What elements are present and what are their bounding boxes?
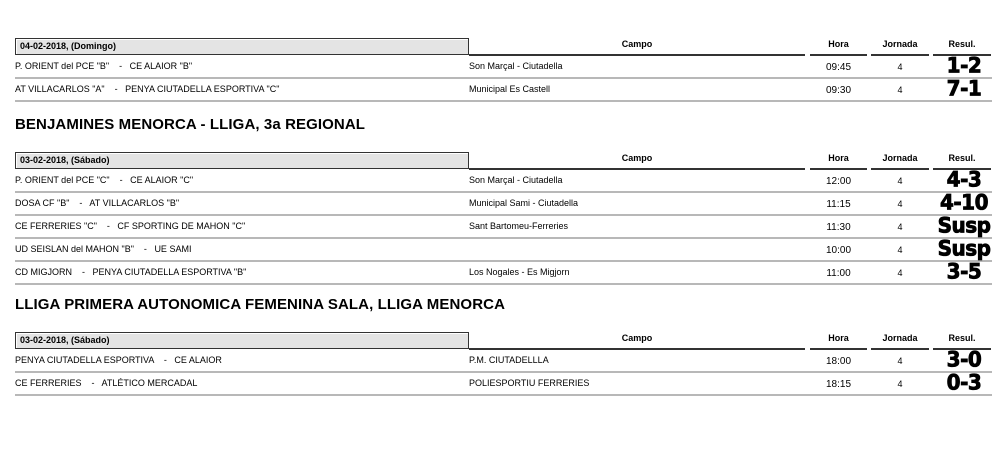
matchday: 4 [897,85,903,95]
kickoff-time: 11:00 [826,268,851,279]
match-teams: CE FERRERIES - ATLÉTICO MERCADAL [15,378,198,388]
venue: P.M. CIUTADELLLA [469,355,549,365]
kickoff-time: 18:00 [825,356,852,367]
away-team: CE ALAIOR "B" [129,61,193,71]
result: Susp [937,235,991,261]
matchday: 4 [897,268,903,278]
venue: Los Nogales - Es Migjorn [469,267,570,277]
home-team: DOSA CF "B" [15,198,70,208]
kickoff-time: 11:30 [826,222,851,233]
matchday: 4 [897,245,903,255]
match-teams: CE FERRERIES "C" - CF SPORTING DE MAHON "C" [15,221,246,231]
table-row [15,258,992,285]
match-table-benjamines [15,150,992,285]
venue: Son Marçal - Ciutadella [469,61,563,71]
table-row [15,189,992,216]
result: 0-3 [946,369,982,395]
table-row [15,369,992,396]
away-team: CE ALAIOR "C" [130,175,194,185]
table-row [15,75,992,102]
table-header [15,36,992,56]
away-team: AT VILLACARLOS "B" [89,198,180,208]
home-team: CD MIGJORN [15,267,72,277]
kickoff-time: 10:00 [825,245,852,256]
away-team: CE ALAIOR [174,355,222,365]
away-team: PENYA CIUTADELLA ESPORTIVA "B" [92,267,247,277]
home-team: PENYA CIUTADELLA ESPORTIVA [15,355,154,365]
column-header-campo: Campo [469,331,805,350]
away-team: PENYA CIUTADELLA ESPORTIVA "C" [125,84,280,94]
date-label: 03-02-2018, (Sábado) [15,152,469,169]
match-table-femenina-sala [15,330,992,396]
column-header-jornada: Jornada [871,37,929,56]
match-teams: PENYA CIUTADELLA ESPORTIVA - CE ALAIOR [15,355,222,365]
home-team: UD SEISLAN del MAHON "B" [15,244,134,254]
result: 3-0 [946,346,982,372]
table-row [15,52,992,79]
section-title-benjamines: BENJAMINES MENORCA - LLIGA, 3a REGIONAL [15,116,366,133]
section-title-femenina-sala: LLIGA PRIMERA AUTONOMICA FEMENINA SALA, LLIGA MENORCA [15,296,506,313]
matchday: 4 [897,199,903,209]
kickoff-time: 09:30 [825,85,852,96]
venue: Municipal Sami - Ciutadella [469,198,579,208]
venue: Sant Bartomeu-Ferreries [469,221,569,231]
date-label: 03-02-2018, (Sábado) [15,332,469,349]
home-team: CE FERRERIES "C" [15,221,97,231]
matchday: 4 [897,176,903,186]
kickoff-time: 12:00 [825,176,852,187]
result: 4-3 [946,166,982,192]
table-row [15,346,992,373]
match-teams: DOSA CF "B" - AT VILLACARLOS "B" [15,198,180,208]
column-header-hora: Hora [810,37,867,56]
table-header [15,150,992,170]
match-table-domingo [15,36,992,102]
home-team: AT VILLACARLOS "A" [15,84,105,94]
column-header-resul: Resul. [933,331,991,350]
column-header-hora: Hora [810,331,867,350]
home-team: P. ORIENT del PCE "B" [15,61,110,71]
venue: POLIESPORTIU FERRERIES [469,378,590,388]
column-header-hora: Hora [810,151,867,170]
matchday: 4 [897,379,903,389]
result: Susp [937,212,991,238]
column-header-resul: Resul. [933,37,991,56]
away-team: UE SAMI [154,244,192,254]
date-label: 04-02-2018, (Domingo) [15,38,469,55]
result: 7-1 [946,75,982,101]
venue: Municipal Es Castell [469,84,551,94]
away-team: CF SPORTING DE MAHON "C" [117,221,246,231]
kickoff-time: 11:15 [826,199,851,210]
result: 3-5 [946,258,982,284]
venue: Son Marçal - Ciutadella [469,175,563,185]
match-teams: UD SEISLAN del MAHON "B" - UE SAMI [15,244,192,254]
match-teams: P. ORIENT del PCE "C" - CE ALAIOR "C" [15,175,194,185]
matchday: 4 [897,222,903,232]
away-team: ATLÉTICO MERCADAL [101,378,198,388]
match-teams: CD MIGJORN - PENYA CIUTADELLA ESPORTIVA "B" [15,267,247,277]
home-team: P. ORIENT del PCE "C" [15,175,110,185]
table-row [15,166,992,193]
kickoff-time: 09:45 [825,62,852,73]
result: 1-2 [946,52,982,78]
column-header-resul: Resul. [933,151,991,170]
matchday: 4 [897,356,903,366]
column-header-jornada: Jornada [871,151,929,170]
match-teams: P. ORIENT del PCE "B" - CE ALAIOR "B" [15,61,193,71]
table-row [15,212,992,239]
kickoff-time: 18:15 [825,379,852,390]
table-header [15,330,992,350]
result: 4-10 [939,189,989,215]
table-row [15,235,992,262]
column-header-jornada: Jornada [871,331,929,350]
matchday: 4 [897,62,903,72]
match-teams: AT VILLACARLOS "A" - PENYA CIUTADELLA ESPORTIVA "C" [15,84,280,94]
column-header-campo: Campo [469,151,805,170]
column-header-campo: Campo [469,37,805,56]
home-team: CE FERRERIES [15,378,82,388]
